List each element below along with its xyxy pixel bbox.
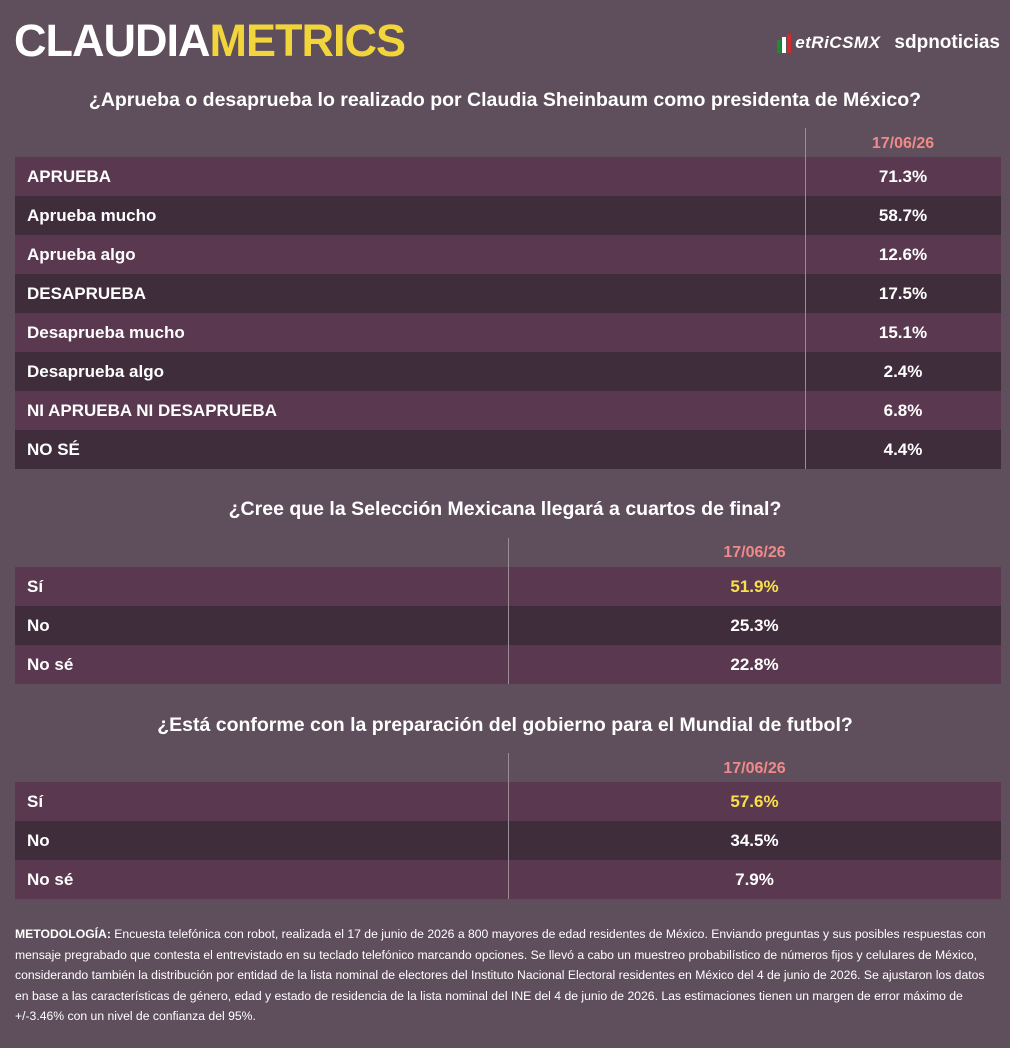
table-row bbox=[15, 860, 1001, 899]
date-header: 17/06/26 bbox=[723, 760, 786, 777]
methodology-note bbox=[15, 924, 1000, 1027]
partner-logos bbox=[775, 32, 1000, 54]
table-row bbox=[15, 782, 1001, 821]
row-label: Desaprueba algo bbox=[27, 362, 164, 381]
logo-part-claudia: CLAUDIA bbox=[14, 15, 210, 66]
claudiametrics-logo bbox=[14, 16, 405, 66]
row-value: 7.9% bbox=[735, 870, 774, 889]
row-value: 57.6% bbox=[730, 792, 779, 811]
methodology-label: METODOLOGÍA: bbox=[15, 927, 111, 941]
table-row bbox=[15, 567, 1001, 606]
row-value: 2.4% bbox=[883, 362, 923, 381]
question-world-cup-quarterfinals: ¿Cree que la Selección Mexicana llegará a cuartos de final? bbox=[228, 498, 782, 520]
row-value: 34.5% bbox=[730, 831, 779, 850]
date-header: 17/06/26 bbox=[723, 544, 786, 561]
row-label: Aprueba mucho bbox=[27, 206, 157, 225]
row-label: Sí bbox=[27, 792, 44, 811]
table-row bbox=[15, 645, 1001, 684]
table-row bbox=[15, 821, 1001, 860]
table-row bbox=[15, 157, 1001, 196]
methodology-text: Encuesta telefónica con robot, realizada el 17 de junio de 2026 a 800 mayores de edad residentes de México. Enviando preguntas y sus posibles respuestas con mensaje pregrabado que contesta el entrevistado en su teclado telefónico marcando opciones. Se llevó a cabo un muestreo probabilístico de números fijos y celulares de México, considerando también la distribución por entidad de la lista nominal de electores del Instituto Nacional Electoral residentes en México del 4 de junio de 2026. Se ajustaron los datos en base a las características de género, edad y estado de residencia de la lista nominal del INE del 4 de junio de 2026. Las estimaciones tienen un margen de error máximo de +/-3.46% con un nivel de confianza del 95%. bbox=[15, 927, 986, 1023]
row-label: No bbox=[27, 831, 50, 850]
date-header: 17/06/26 bbox=[871, 135, 935, 152]
mexico-flag-icon bbox=[775, 32, 793, 54]
row-value: 4.4% bbox=[883, 440, 923, 459]
table-row bbox=[15, 196, 1001, 235]
row-value: 22.8% bbox=[730, 655, 779, 674]
table-row bbox=[15, 352, 1001, 391]
row-label: NI APRUEBA NI DESAPRUEBA bbox=[27, 401, 277, 420]
row-label: No sé bbox=[27, 870, 74, 889]
row-label: Sí bbox=[27, 577, 44, 596]
row-label: NO SÉ bbox=[27, 440, 80, 459]
row-value: 17.5% bbox=[878, 284, 928, 303]
row-label: Aprueba algo bbox=[27, 245, 136, 264]
table-row bbox=[15, 274, 1001, 313]
question-approval: ¿Aprueba o desaprueba lo realizado por Claudia Sheinbaum como presidenta de México? bbox=[88, 89, 922, 111]
header bbox=[0, 0, 1010, 80]
row-label: DESAPRUEBA bbox=[27, 284, 147, 303]
metricsmx-text: etRiCSMX bbox=[795, 33, 881, 52]
row-value: 25.3% bbox=[730, 616, 779, 635]
row-value: 15.1% bbox=[878, 323, 928, 342]
table-row bbox=[15, 606, 1001, 645]
logo-part-metrics: METRICS bbox=[209, 15, 405, 66]
metricsmx-logo bbox=[775, 32, 880, 54]
sdpnoticias-logo: sdpnoticias bbox=[894, 32, 1000, 53]
row-label: No bbox=[27, 616, 50, 635]
table-row bbox=[15, 313, 1001, 352]
row-value: 12.6% bbox=[878, 245, 928, 264]
question-world-cup-preparation: ¿Está conforme con la preparación del gobierno para el Mundial de futbol? bbox=[157, 714, 853, 736]
row-value: 71.3% bbox=[878, 167, 928, 186]
row-value: 58.7% bbox=[878, 206, 928, 225]
table-row bbox=[15, 430, 1001, 469]
row-value: 51.9% bbox=[730, 577, 779, 596]
table-row bbox=[15, 391, 1001, 430]
row-label: No sé bbox=[27, 655, 74, 674]
table-row bbox=[15, 235, 1001, 274]
row-label: Desaprueba mucho bbox=[27, 323, 185, 342]
row-label: APRUEBA bbox=[27, 167, 112, 186]
row-value: 6.8% bbox=[883, 401, 923, 420]
